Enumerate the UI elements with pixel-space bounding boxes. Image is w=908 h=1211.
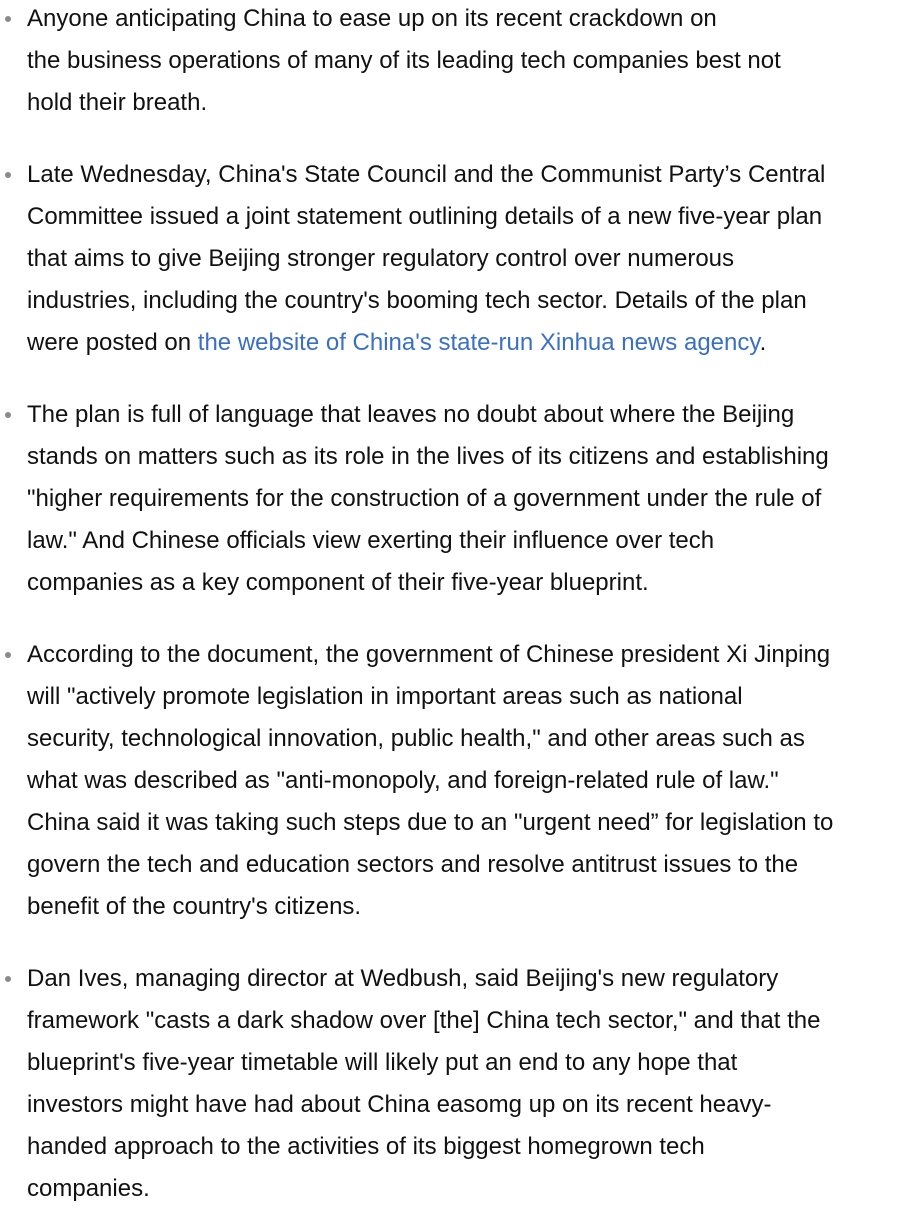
paragraph-line: handed approach to the activities of its biggest homegrown tech [27,1133,705,1160]
paragraph-line: what was described as "anti-monopoly, and foreign-related rule of law." [27,767,779,794]
paragraph-line: "higher requirements for the construction of a government under the rule of [27,485,822,512]
paragraph-line: stands on matters such as its role in the lives of its citizens and establishing [27,443,829,470]
paragraph-line: framework "casts a dark shadow over [the] China tech sector," and that the [27,1007,821,1034]
paragraph-line [27,328,766,358]
paragraph-line: companies as a key component of their five-year blueprint. [27,569,649,596]
paragraph-line: industries, including the country's booming tech sector. Details of the plan [27,287,807,314]
paragraph-line: According to the document, the government of Chinese president Xi Jinping [27,641,831,668]
bullet-dot-icon [5,652,11,658]
paragraph-line: law." And Chinese officials view exerting their influence over tech [27,527,715,554]
paragraph-line: Dan Ives, managing director at Wedbush, said Beijing's new regulatory [27,965,779,992]
bullet-dot-icon [5,976,11,982]
xinhua-website-link[interactable]: the website of China's state-run Xinhua news agency [197,329,760,356]
paragraph-line: security, technological innovation, public health," and other areas such as [27,725,805,752]
paragraph-line: investors might have had about China easomg up on its recent heavy- [27,1091,772,1118]
paragraph-line: Late Wednesday, China's State Council and the Communist Party’s Central [27,161,826,188]
line-prefix: were posted on [27,329,198,356]
bullet-dot-icon [5,412,11,418]
paragraph-line: the business operations of many of its leading tech companies best not [27,47,781,74]
paragraph-line: Committee issued a joint statement outlining details of a new five-year plan [27,203,823,230]
paragraph-line: hold their breath. [27,89,208,116]
bullet-dot-icon [5,172,11,178]
paragraph-line: that aims to give Beijing stronger regulatory control over numerous [27,245,735,272]
paragraph-line: govern the tech and education sectors and resolve antitrust issues to the [27,851,799,878]
paragraph-line: China said it was taking such steps due to an "urgent need” for legislation to [27,809,834,836]
paragraph-line: The plan is full of language that leaves no doubt about where the Beijing [27,401,795,428]
bullet-dot-icon [5,16,11,22]
paragraph-line: benefit of the country's citizens. [27,893,362,920]
paragraph-line: blueprint's five-year timetable will likely put an end to any hope that [27,1049,738,1076]
paragraph-line: Anyone anticipating China to ease up on its recent crackdown on [27,5,717,32]
paragraph-line: companies. [27,1175,150,1202]
line-suffix: . [759,329,767,356]
paragraph-line: will "actively promote legislation in important areas such as national [27,683,743,710]
